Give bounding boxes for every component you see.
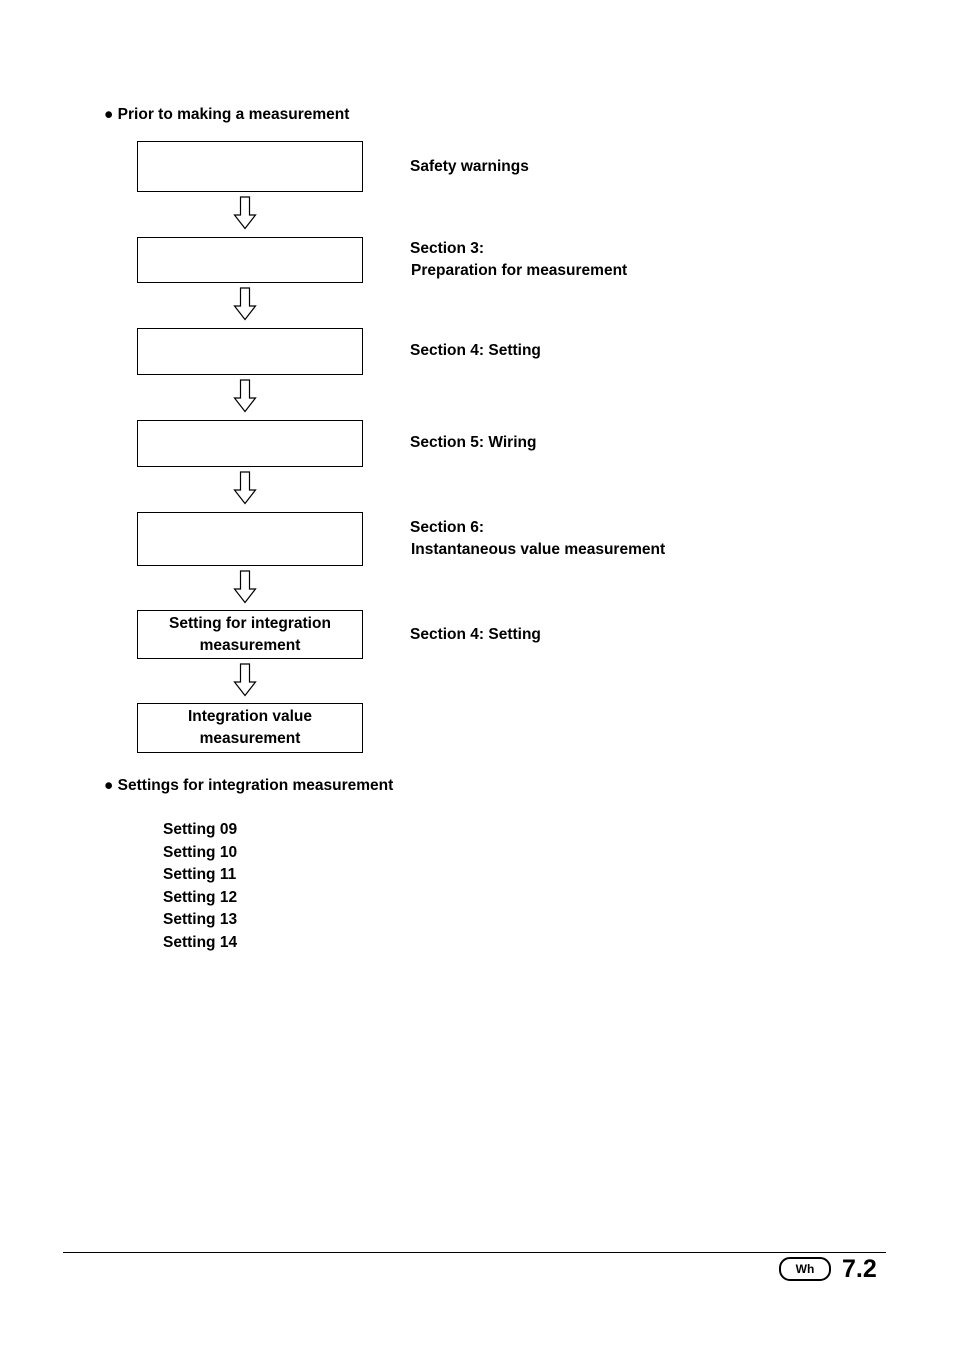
side-label-section-3: [410, 238, 627, 282]
side-label-line: Section 4: Setting: [410, 342, 541, 359]
side-label-line: Section 4: Setting: [410, 626, 541, 643]
side-label-section-6: [410, 517, 665, 561]
side-label-section-4: [410, 340, 541, 362]
flow-box-4: [137, 420, 363, 467]
down-arrow-icon: [233, 196, 257, 230]
settings-list: [163, 819, 237, 954]
down-arrow-icon: [233, 287, 257, 321]
flow-box-integration-setting: [137, 610, 363, 659]
down-arrow-icon: [233, 570, 257, 604]
side-label-line: Section 6:: [410, 519, 485, 536]
side-label-line: Section 5: Wiring: [410, 434, 537, 451]
section-heading-settings: ● Settings for integration measurement: [104, 777, 394, 794]
side-label-line: Section 3:: [410, 240, 485, 257]
side-label-line: Safety warnings: [410, 158, 529, 175]
footer-divider: [63, 1252, 886, 1253]
side-label-safety-warnings: [410, 156, 529, 178]
side-label-section-5: [410, 432, 536, 454]
flow-box-3: [137, 328, 363, 375]
wh-badge: Wh: [779, 1257, 831, 1281]
flow-box-2: [137, 237, 363, 283]
down-arrow-icon: [233, 663, 257, 697]
side-label-section-4-integration: [410, 624, 541, 646]
list-item: Setting 14: [163, 933, 238, 951]
flow-box-1: [137, 141, 363, 192]
list-item: Setting 11: [163, 866, 237, 883]
list-item: Setting 10: [163, 843, 238, 861]
flow-box-6-text: Setting for integration measurement: [169, 614, 331, 654]
list-item: Setting 09: [163, 821, 238, 838]
flow-box-integration-measurement: [137, 703, 363, 753]
flow-box-7-text: Integration value measurement: [187, 708, 313, 747]
side-label-line: Instantaneous value measurement: [411, 541, 666, 558]
side-label-line: Preparation for measurement: [411, 262, 628, 279]
flow-box-5: [137, 512, 363, 566]
list-item: Setting 12: [163, 888, 238, 906]
page-number: 7.2: [842, 1255, 877, 1283]
down-arrow-icon: [233, 471, 257, 505]
list-item: Setting 13: [163, 911, 238, 928]
down-arrow-icon: [233, 379, 257, 413]
section-heading-prior: ● Prior to making a measurement: [104, 106, 350, 123]
